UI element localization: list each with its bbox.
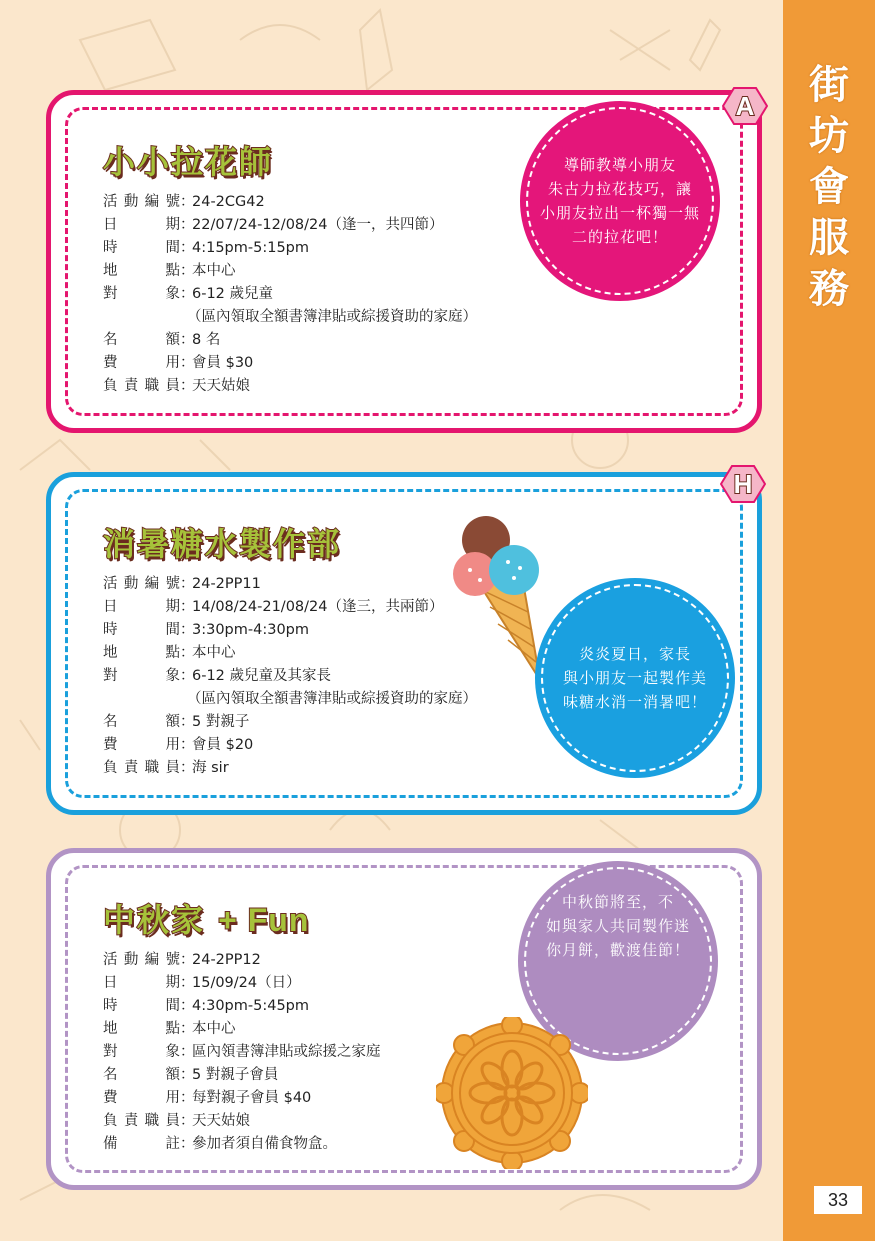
detail-label: 費 用	[103, 1090, 180, 1106]
detail-value: 3:30pm-4:30pm	[192, 622, 310, 638]
badge-h-icon	[720, 464, 766, 504]
detail-row: 時 間 ： 3:30pm-4:30pm	[103, 619, 477, 642]
detail-row: 日 期 ： 14/08/24-21/08/24（逢三，共兩節）	[103, 596, 477, 619]
detail-value: 14/08/24-21/08/24（逢三，共兩節）	[192, 599, 444, 615]
section-title-char: 坊	[809, 113, 849, 159]
detail-value: 6-12 歲兒童及其家長	[192, 668, 332, 684]
bubble-line: 味糖水消一消暑吧！	[562, 693, 707, 711]
detail-label: 對 象	[103, 668, 180, 684]
detail-label: 名 額	[103, 332, 180, 348]
detail-row: 日 期 ： 15/09/24（日）	[103, 972, 381, 995]
detail-value: 本中心	[192, 1021, 236, 1037]
detail-value: 15/09/24（日）	[192, 975, 301, 991]
activity-title	[103, 895, 309, 941]
activity-title: 小小拉花師	[103, 143, 274, 181]
badge-letter: H	[733, 469, 753, 499]
detail-row: 備 註 ： 參加者須自備食物盒。	[103, 1133, 381, 1156]
detail-row-continued	[103, 306, 477, 329]
detail-label: 活 動 編 號	[103, 194, 180, 210]
detail-row: 負 責 職 員 ： 天天姑娘	[103, 1110, 381, 1133]
detail-label: 負 責 職 員	[103, 1113, 180, 1129]
detail-label: 負 責 職 員	[103, 760, 180, 776]
detail-label: 日 期	[103, 217, 180, 233]
section-title-char: 務	[809, 266, 849, 312]
section-title-char: 街	[809, 62, 849, 108]
detail-value: 本中心	[192, 645, 236, 661]
page-number: 33	[814, 1186, 862, 1214]
detail-value: 22/07/24-12/08/24（逢一，共四節）	[192, 217, 444, 233]
detail-row: 地 點 ： 本中心	[103, 260, 477, 283]
detail-label: 時 間	[103, 622, 180, 638]
detail-label: 對 象	[103, 286, 180, 302]
detail-value: 8 名	[192, 332, 221, 348]
detail-label: 時 間	[103, 240, 180, 256]
detail-value: 6-12 歲兒童	[192, 286, 274, 302]
ice-cream-icon	[448, 512, 548, 682]
detail-value: 會員 $30	[192, 355, 254, 371]
detail-row: 對 象 ： 6-12 歲兒童及其家長	[103, 665, 477, 688]
detail-row: 負 責 職 員 ： 海 sir	[103, 757, 477, 780]
detail-label: 日 期	[103, 975, 180, 991]
detail-label: 備 註	[103, 1136, 180, 1152]
detail-value: 24-2PP12	[192, 952, 261, 968]
detail-label: 活 動 編 號	[103, 576, 180, 592]
detail-label: 時 間	[103, 998, 180, 1014]
detail-value: 5 對親子會員	[192, 1067, 279, 1083]
bubble-line: 小朋友拉出一杯獨一無	[539, 204, 700, 222]
detail-label: 活 動 編 號	[103, 952, 180, 968]
detail-row: 活 動 編 號 ： 24-2PP11	[103, 573, 477, 596]
detail-value: 本中心	[192, 263, 236, 279]
activity-title-en: + Fun	[218, 902, 310, 938]
detail-row: 負 責 職 員 ： 天天姑娘	[103, 375, 477, 398]
detail-value: 天天姑娘	[192, 1113, 250, 1129]
badge-a-icon	[722, 86, 768, 126]
bubble-line: 導師教導小朋友	[563, 156, 676, 174]
detail-label: 地 點	[103, 645, 180, 661]
section-title-char: 會	[809, 164, 849, 210]
detail-value: 區內領書簿津貼或綜援之家庭	[192, 1044, 381, 1060]
activity-details	[103, 573, 477, 780]
detail-value: 每對親子會員 $40	[192, 1090, 312, 1106]
detail-row: 名 額 ： 5 對親子	[103, 711, 477, 734]
badge-letter: A	[735, 91, 755, 121]
bubble-line: 如與家人共同製作迷	[545, 917, 690, 935]
detail-label: 地 點	[103, 1021, 180, 1037]
detail-value: 參加者須自備食物盒。	[192, 1136, 337, 1152]
bubble-line: 二的拉花吧！	[571, 228, 668, 246]
detail-row-continued	[103, 688, 477, 711]
bubble-line: 朱古力拉花技巧，讓	[547, 180, 692, 198]
detail-row: 地 點 ： 本中心	[103, 1018, 381, 1041]
bubble-line: 中秋節將至，不	[561, 893, 674, 911]
detail-row: 活 動 編 號 ： 24-2CG42	[103, 191, 477, 214]
detail-row: 時 間 ： 4:30pm-5:45pm	[103, 995, 381, 1018]
detail-row: 對 象 ： 區內領書簿津貼或綜援之家庭	[103, 1041, 381, 1064]
detail-row: 地 點 ： 本中心	[103, 642, 477, 665]
detail-row: 名 額 ： 5 對親子會員	[103, 1064, 381, 1087]
detail-label: 費 用	[103, 355, 180, 371]
detail-value: 24-2PP11	[192, 576, 261, 592]
detail-label: 名 額	[103, 1067, 180, 1083]
detail-label: 名 額	[103, 714, 180, 730]
detail-value: 24-2CG42	[192, 194, 265, 210]
description-bubble	[535, 578, 735, 778]
detail-value: 4:30pm-5:45pm	[192, 998, 310, 1014]
detail-row: 費 用 ： 每對親子會員 $40	[103, 1087, 381, 1110]
detail-value: （區內領取全額書簿津貼或綜援資助的家庭）	[187, 309, 477, 325]
detail-label: 對 象	[103, 1044, 180, 1060]
detail-row: 活 動 編 號 ： 24-2PP12	[103, 949, 381, 972]
section-title-vertical	[783, 60, 875, 315]
bubble-line: 與小朋友一起製作美	[562, 669, 707, 687]
detail-row: 日 期 ： 22/07/24-12/08/24（逢一，共四節）	[103, 214, 477, 237]
detail-row: 對 象 ： 6-12 歲兒童	[103, 283, 477, 306]
detail-value: （區內領取全額書簿津貼或綜援資助的家庭）	[187, 691, 477, 707]
bubble-line: 炎炎夏日，家長	[578, 645, 691, 663]
detail-label: 負 責 職 員	[103, 378, 180, 394]
activity-details	[103, 949, 381, 1156]
detail-row: 費 用 ： 會員 $20	[103, 734, 477, 757]
detail-value: 會員 $20	[192, 737, 254, 753]
activity-title-cn: 中秋家	[103, 901, 206, 939]
detail-value: 5 對親子	[192, 714, 250, 730]
detail-label: 日 期	[103, 599, 180, 615]
detail-value: 海 sir	[192, 760, 229, 776]
activity-details	[103, 191, 477, 398]
activity-title: 消暑糖水製作部	[103, 525, 342, 563]
detail-row: 時 間 ： 4:15pm-5:15pm	[103, 237, 477, 260]
detail-row: 費 用 ： 會員 $30	[103, 352, 477, 375]
detail-value: 天天姑娘	[192, 378, 250, 394]
detail-label: 地 點	[103, 263, 180, 279]
detail-value: 4:15pm-5:15pm	[192, 240, 310, 256]
bubble-line: 你月餅，歡渡佳節！	[545, 941, 690, 959]
description-bubble	[520, 101, 720, 301]
section-title-char: 服	[809, 215, 849, 261]
mooncake-icon	[436, 1017, 588, 1169]
detail-label: 費 用	[103, 737, 180, 753]
detail-row: 名 額 ： 8 名	[103, 329, 477, 352]
